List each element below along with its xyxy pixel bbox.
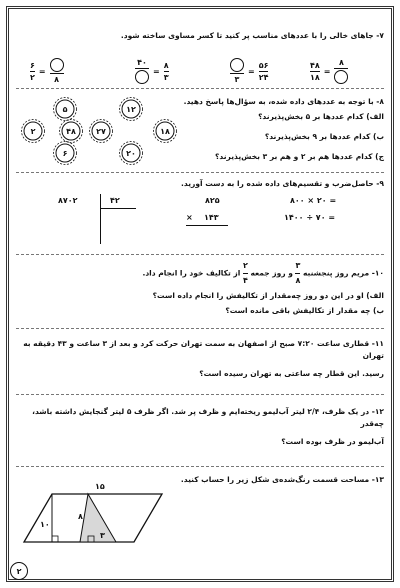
question-11-line-2: رسید. این قطار چه ساعتی به تهران رسیده است؟ [199, 369, 384, 378]
label-base: ۳ [100, 531, 105, 540]
question-11-line-1: ۱۱- قطاری ساعت ۷:۲۰ صبح از اصفهان به سمت تهران حرکت کرد و بعد از ۳ ساعت و ۴۳ دقیقه به تهران [23, 339, 384, 360]
label-triangle-side: ۸ [78, 512, 83, 521]
question-8-text: ۸- با توجه به عددهای داده شده، به سؤال‌ها پاسخ دهید. [183, 97, 384, 106]
divider [16, 88, 384, 89]
question-10-line-1: ۱۰- مریم روز پنجشنبه $\frac{۳}{۸}$ و روز جمعه $\frac{۲}{۴}$ از تکالیف خود را انجام داد. [142, 261, 384, 285]
expression-2: ۱۴۰۰ ÷ ۷۰ = [284, 213, 336, 222]
divider [16, 394, 384, 395]
question-8-b: ب) کدام عددها بر ۹ بخش‌پذیرند؟ [264, 132, 384, 141]
question-12-line-2: آب‌لیمو در ظرف بوده است؟ [281, 437, 384, 446]
number-star: ۲۷ [88, 118, 114, 144]
question-11 [16, 338, 384, 380]
divider [16, 328, 384, 329]
expression-1: ۸۰۰ × ۲۰ = [290, 196, 337, 205]
number-star: ۶ [52, 140, 78, 166]
label-height: ۱۰ [40, 520, 50, 529]
divider [16, 466, 384, 467]
number-star: ۱۸ [152, 118, 178, 144]
question-10-b: ب) چه مقدار از تکالیفش باقی مانده است؟ [225, 306, 384, 315]
question-7 [16, 30, 384, 42]
equation-1: $\frac{۶}{۲}$ = ۸ [30, 58, 64, 84]
blank-circle[interactable] [334, 70, 348, 84]
blank-circle[interactable] [135, 70, 149, 84]
question-13-text: ۱۳- مساحت قسمت رنگ‌شده‌ی شکل زیر را حساب کنید. [180, 475, 384, 484]
number-star: ۲ [20, 118, 46, 144]
equation-3: ۳ = $\frac{۵۶}{۲۴}$ [230, 58, 268, 84]
division-vertical-line [100, 194, 101, 244]
question-9 [16, 178, 384, 190]
question-10 [16, 260, 384, 317]
number-star: ۵ [52, 96, 78, 122]
question-12 [16, 406, 384, 448]
blank-circle[interactable] [50, 58, 64, 72]
multiplication-bottom: ۱۴۳ [204, 213, 219, 222]
number-star: ۲۰ [118, 140, 144, 166]
page-number: ۲ [10, 562, 28, 580]
blank-circle[interactable] [230, 58, 244, 72]
question-7-text: ۷- جاهای خالی را با عددهای مناسب پر کنید تا کسر مساوی ساخته شود. [120, 31, 384, 40]
label-top-side: ۱۵ [95, 482, 105, 491]
fraction-three-eighths: $\frac{۳}{۸}$ [295, 261, 301, 285]
question-8-c: ج) کدام عددها هم بر ۲ و هم بر ۳ بخش‌پذیرند؟ [215, 152, 384, 161]
question-8-a: الف) کدام عددها بر ۵ بخش‌پذیرند؟ [258, 112, 384, 121]
equation-4: $\frac{۴۸}{۱۸}$ = ۸ [310, 58, 348, 84]
multiplication-sign: × [186, 213, 193, 222]
division-divisor: ۴۲ [110, 196, 120, 205]
division-problem: ۸۷۰۲ [58, 196, 78, 205]
question-10-a: الف) او در این دو روز چه‌مقدار از تکالیفش را انجام داده است؟ [152, 291, 384, 300]
question-9-text: ۹- حاصل‌ضرب و تقسیم‌های داده شده را به دست آورید. [181, 179, 384, 188]
number-star: ۱۲ [118, 96, 144, 122]
fraction-two-quarters: $\frac{۲}{۴}$ [242, 261, 248, 285]
divider [16, 254, 384, 255]
question-12-line-1: ۱۲- در یک ظرف، ۲/۴ لیتر آب‌لیمو ریخته‌ایم و ظرف پر شد. اگر ظرف ۵ لیتر گنجایش داشته باشد، چه‌قدر [32, 407, 384, 428]
multiplication-line [186, 225, 228, 226]
parallelogram-diagram [22, 484, 172, 550]
divider [16, 172, 384, 173]
division-horizontal-line [100, 208, 136, 209]
multiplication-top: ۸۲۵ [205, 196, 220, 205]
number-star: ۴۸ [58, 118, 84, 144]
equation-2: ۴۰ = $\frac{۸}{۳}$ [135, 58, 169, 84]
